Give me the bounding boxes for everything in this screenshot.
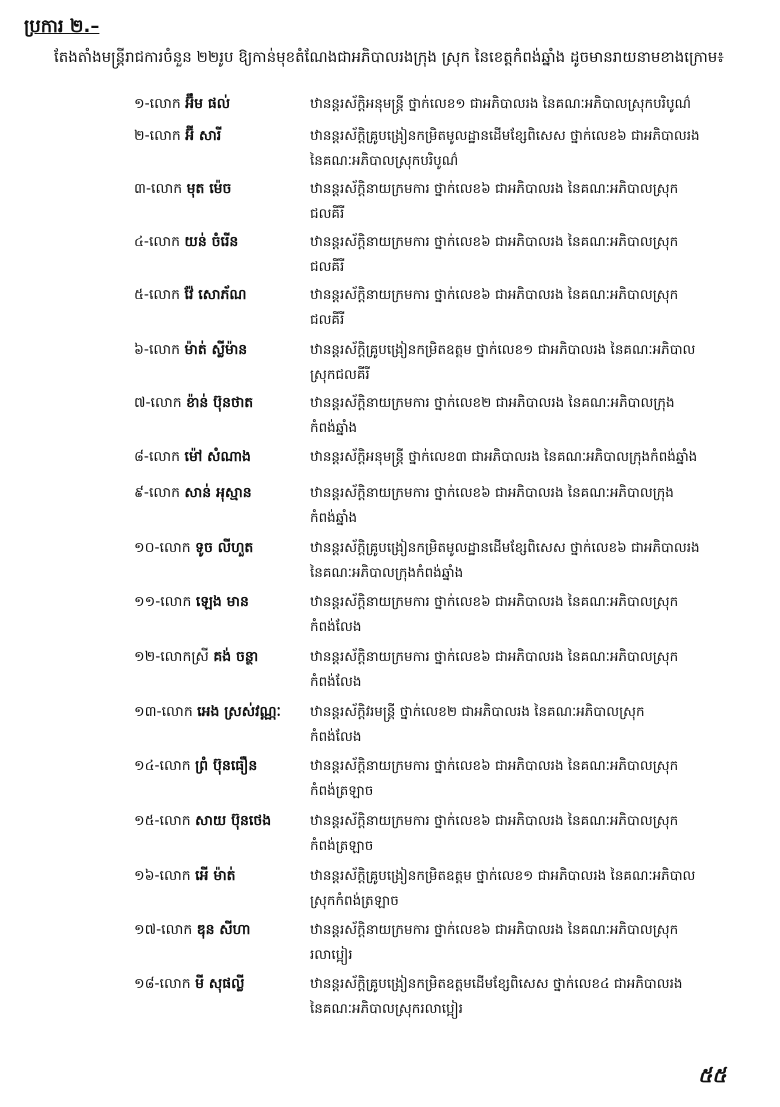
appointee-name-cell [134,590,304,615]
appointment-description [310,124,750,174]
appointee-name: គង់ ចន្ថា [213,649,259,665]
description-line-1: ឋានន្តរស័ក្តិនាយក្រមការ ថ្នាក់លេខ៦ ជាអភិបាលរង នៃគណៈអភិបាលស្រុក [310,287,679,303]
item-number: ១៧-លោក [134,922,193,938]
appointee-name: ឌុន សីហា [196,922,251,938]
description-line-2: រលាប្អៀរ [310,947,353,963]
item-number: ៦-លោក [134,342,181,358]
appointee-name-cell [134,536,304,561]
appointee-name-cell [134,481,304,506]
appointee-name: យន់ ចំរើន [184,234,239,250]
appointee-name-cell [134,338,304,363]
appointment-description [310,536,750,586]
description-line-2: កំពង់លែង [310,729,362,745]
item-number: ៤-លោក [134,234,181,250]
description-line-1: ឋានន្តរស័ក្តិអនុមន្ត្រី ថ្នាក់លេខ៣ ជាអភិបាលរង នៃគណៈអភិបាលក្រុងកំពង់ឆ្នាំង [310,449,698,465]
item-number: ២-លោក [134,128,181,144]
description-line-1: ឋានន្តរស័ក្តិនាយក្រមការ ថ្នាក់លេខ៦ ជាអភិបាលរង នៃគណៈអភិបាលក្រុង [310,485,674,501]
item-number: ១៥-លោក [134,813,191,829]
description-line-2: នៃគណៈអភិបាលស្រុករលាប្អៀរ [310,1001,463,1017]
appointee-name: អើ ម៉ាត់ [195,868,236,884]
appointment-description [310,230,750,280]
description-line-1: ឋានន្តរស័ក្តិនាយក្រមការ ថ្នាក់លេខ៦ ជាអភិបាលរង នៃគណៈអភិបាលស្រុក [310,813,679,829]
item-number: ៨-លោក [134,449,181,465]
appointee-name: មុត ម៉េច [186,181,232,197]
article-intro: តែងតាំងមន្ត្រីរាជការចំនួន ២២រូប ឱ្យកាន់មុខតំណែងជាអភិបាលរងក្រុង ស្រុក នៃខេត្តកំពង់ឆ្នាំង ដូចមានរាយនាមខាងក្រោម៖ [54,48,724,66]
description-line-2: ជលគីរី [310,259,345,275]
article-title: ប្រការ ២.– [24,16,100,37]
appointment-description [310,445,750,470]
description-line-1: ឋានន្តរស័ក្តិគ្រូបង្រៀនកម្រិតឧត្តម ថ្នាក់លេខ១ ជាអភិបាលរង នៃគណៈអភិបាល [310,868,696,884]
description-line-1: ឋានន្តរស័ក្តិនាយក្រមការ ថ្នាក់លេខ៦ ជាអភិបាលរង នៃគណៈអភិបាលស្រុក [310,649,679,665]
description-line-2: ជលគីរី [310,312,345,328]
appointee-name-cell [134,124,304,149]
page-number: ៥៥ [698,1063,727,1087]
appointee-name: ទូច លីហួត [195,540,254,556]
description-line-2: ស្រុកកំពង់ត្រឡាច [310,893,399,909]
description-line-2: កំពង់ត្រឡាច [310,838,374,854]
appointment-description [310,391,750,441]
description-line-1: ឋានន្តរស័ក្តិនាយក្រមការ ថ្នាក់លេខ៦ ជាអភិបាលរង នៃគណៈអភិបាលស្រុក [310,922,679,938]
description-line-2: កំពង់លែង [310,619,362,635]
description-line-2: កំពង់ឆ្នាំង [310,420,358,436]
appointment-description [310,972,750,1022]
appointee-name: អ៊ី សារី [185,128,222,144]
appointee-name-cell [134,230,304,255]
description-line-1: ឋានន្តរស័ក្តិនាយក្រមការ ថ្នាក់លេខ២ ជាអភិបាលរង នៃគណៈអភិបាលក្រុង [310,395,675,411]
description-line-2: ជលគីរី [310,206,345,222]
appointment-description [310,918,750,968]
appointment-description [310,92,750,117]
appointee-name: មី សុផល្លី [195,976,245,992]
item-number: ១៣-លោក [134,704,193,720]
appointee-name-cell [134,283,304,308]
appointee-name-cell [134,972,304,997]
appointment-description [310,481,750,531]
appointee-name: ព្រំ ប៊ុនធឿន [195,758,258,774]
item-number: ៥-លោក [134,287,181,303]
item-number: ១០-លោក [134,540,191,556]
item-number: ១២-លោកស្រី [134,649,209,665]
appointee-name: អេង ស្រស់វណ្ណៈ [197,704,281,720]
description-line-2: កំពង់ត្រឡាច [310,783,374,799]
description-line-1: ឋានន្តរស័ក្តិអនុមន្ត្រី ថ្នាក់លេខ១ ជាអភិបាលរង នៃគណៈអភិបាលស្រុកបរិបូណ៌ [310,96,691,112]
appointment-description [310,864,750,914]
appointee-name-cell [134,918,304,943]
item-number: ៧-លោក [134,395,182,411]
description-line-1: ឋានន្តរស័ក្តិគ្រូបង្រៀនកម្រិតឧត្តម ថ្នាក់លេខ១ ជាអភិបាលរង នៃគណៈអភិបាល [310,342,696,358]
appointee-name-cell [134,445,304,470]
description-line-2: កំពង់ឆ្នាំង [310,510,358,526]
description-line-1: ឋានន្តរស័ក្តិគ្រូបង្រៀនកម្រិតមូលដ្ឋានដើមខ្សែពិសេស ថ្នាក់លេខ៦ ជាអភិបាលរង [310,540,700,556]
item-number: ៩-លោក [134,485,181,501]
appointee-name: ខ៉ាន់ ប៊ុនថាត [186,395,254,411]
appointment-description [310,645,750,695]
appointee-name: វ៉ែ សោភ័ណ [184,287,247,303]
appointment-description [310,283,750,333]
description-line-2: កំពង់លែង [310,674,362,690]
appointee-name: អ៊ឹម ផល់ [185,96,231,112]
appointment-description [310,700,750,750]
appointee-name-cell [134,645,304,670]
appointee-name: ម៉ាត់ ស្លីម៉ាន [184,342,248,358]
description-line-1: ឋានន្តរស័ក្តិគ្រូបង្រៀនកម្រិតឧត្តមដើមខ្សែពិសេស ថ្នាក់លេខ៤ ជាអភិបាលរង [310,976,683,992]
item-number: ៣-លោក [134,181,183,197]
appointee-name-cell [134,92,304,117]
appointee-name-cell [134,864,304,889]
description-line-1: ឋានន្តរស័ក្តិនាយក្រមការ ថ្នាក់លេខ៦ ជាអភិបាលរង នៃគណៈអភិបាលស្រុក [310,181,679,197]
appointee-name: សាន់ អុស្មាន [184,485,252,501]
item-number: ១-លោក [134,96,181,112]
description-line-1: ឋានន្តរស័ក្តិនាយក្រមការ ថ្នាក់លេខ៦ ជាអភិបាលរង នៃគណៈអភិបាលស្រុក [310,594,679,610]
appointee-name: ឡេង មាន [195,594,249,610]
description-line-1: ឋានន្តរស័ក្តិនាយក្រមការ ថ្នាក់លេខ៦ ជាអភិបាលរង នៃគណៈអភិបាលស្រុក [310,758,679,774]
appointee-name-cell [134,391,304,416]
appointment-description [310,338,750,388]
appointee-name-cell [134,700,304,725]
appointee-name-cell [134,177,304,202]
appointee-name: សាយ ប៊ុនថេង [195,813,272,829]
item-number: ១៦-លោក [134,868,191,884]
item-number: ១១-លោក [134,594,192,610]
appointment-description [310,177,750,227]
appointee-name-cell [134,809,304,834]
description-line-2: នៃគណៈអភិបាលស្រុកបរិបូណ៌ [310,153,459,169]
item-number: ១៤-លោក [134,758,191,774]
description-line-1: ឋានន្តរស័ក្តិគ្រូបង្រៀនកម្រិតមូលដ្ឋានដើមខ្សែពិសេស ថ្នាក់លេខ៦ ជាអភិបាលរង [310,128,700,144]
description-line-2: ស្រុកជលគីរី [310,367,370,383]
appointee-name-cell [134,754,304,779]
appointment-description [310,590,750,640]
description-line-2: នៃគណៈអភិបាលក្រុងកំពង់ឆ្នាំង [310,565,464,581]
appointment-description [310,809,750,859]
description-line-1: ឋានន្តរស័ក្តិវរមន្ត្រី ថ្នាក់លេខ២ ជាអភិបាលរង នៃគណៈអភិបាលស្រុក [310,704,645,720]
appointment-description [310,754,750,804]
item-number: ១៨-លោក [134,976,191,992]
appointee-name: ម៉ៅ សំណាង [184,449,251,465]
description-line-1: ឋានន្តរស័ក្តិនាយក្រមការ ថ្នាក់លេខ៦ ជាអភិបាលរង នៃគណៈអភិបាលស្រុក [310,234,679,250]
